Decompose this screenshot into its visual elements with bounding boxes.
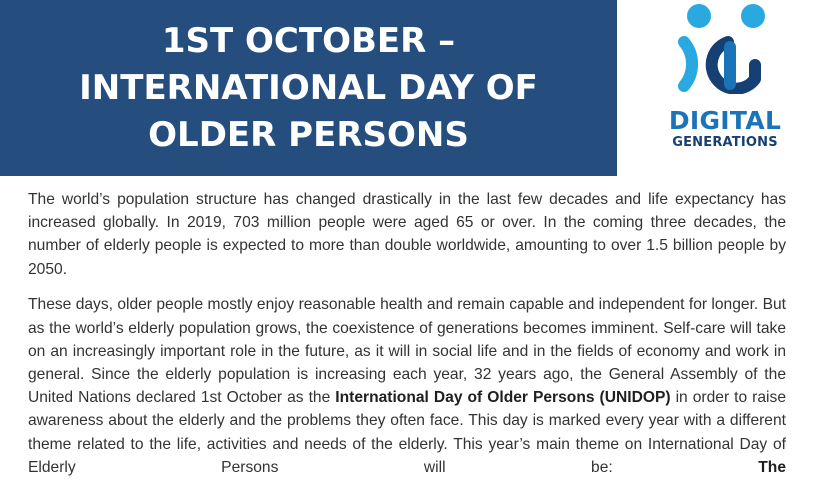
logo-word-digital: DIGITAL xyxy=(668,106,782,135)
title-line-2: INTERNATIONAL DAY OF xyxy=(79,67,538,108)
theme-emphasis: The xyxy=(758,458,786,476)
title-line-3: OLDER PERSONS xyxy=(148,114,469,155)
paragraph-2-text-1: These days, older people mostly enjoy reasonable health and remain capable and independent for longer. But as the world’s elderly population grows, the coexistence of generations becomes imminent. Self-care will take on an increasingly important role in the future, as it will in social life and in the fields of economy and work in general. Since the elderly population is increasing each year, 32 years ago, the General Assembly of the United Nations declared 1st October as the xyxy=(28,296,786,407)
page-title xyxy=(9,18,609,159)
paragraph-2 xyxy=(28,293,786,479)
title-line-1: 1ST OCTOBER – xyxy=(161,20,456,61)
logo-right-head-icon xyxy=(741,4,765,28)
article-body xyxy=(28,188,786,480)
logo-left-head-icon xyxy=(687,4,711,28)
title-banner xyxy=(0,0,617,176)
logo-mark-icon xyxy=(676,4,776,94)
digital-generations-logo xyxy=(650,4,800,154)
logo-left-arc-icon xyxy=(684,42,692,86)
paragraph-1: The world’s population structure has changed drastically in the last few decades and life expectancy has increased globally. In 2019, 703 million people were aged 65 or over. In the coming three decades, the number of elderly people is expected to more than double worldwide, amounting to over 1.5 billion people by 2050. xyxy=(28,191,786,278)
paragraph-2-text-2: in order to raise awareness about the elderly and the problems they often face. This day is marked every year with a different theme related to the life, activities and needs of the elderly. This year’s main theme on International Day of Elderly Persons will be: xyxy=(28,389,786,476)
logo-word-generations: GENERATIONS xyxy=(672,135,778,150)
unidop-emphasis: International Day of Older Persons (UNIDOP) xyxy=(335,389,671,407)
